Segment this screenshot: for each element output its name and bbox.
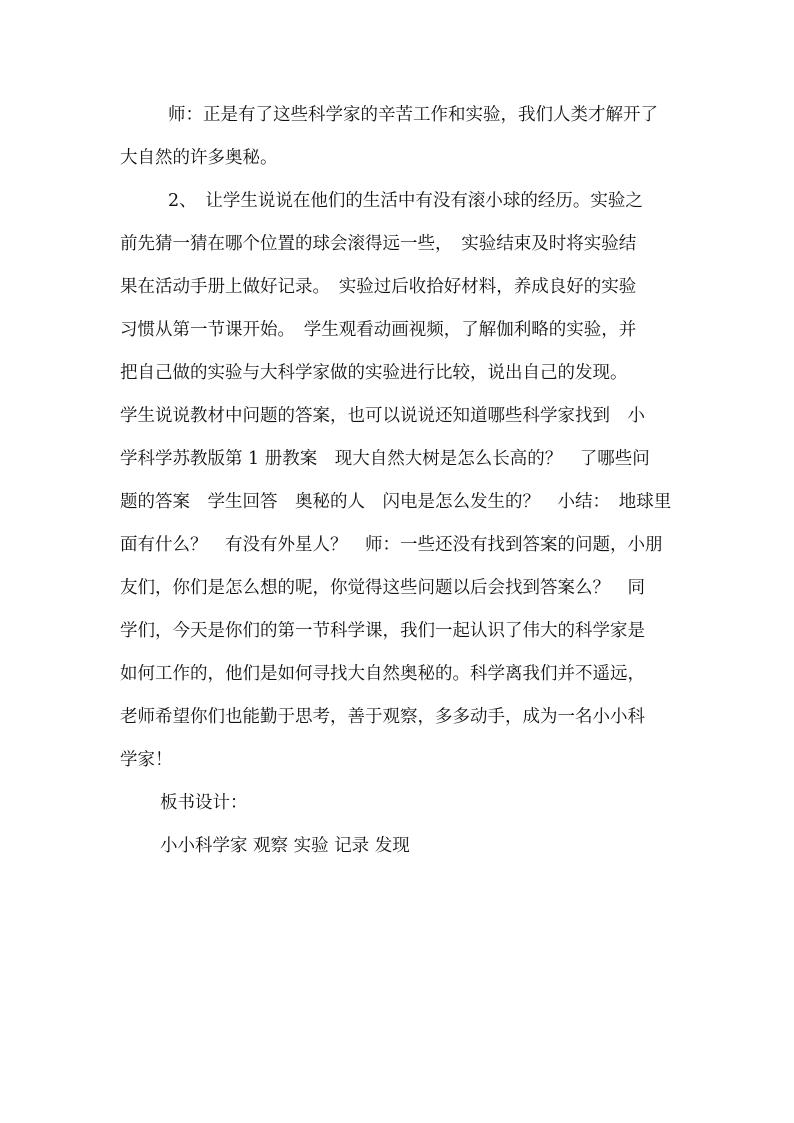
paragraph-line: 果在活动手册上做好记录。 实验过后收拾好材料，养成良好的实验 bbox=[120, 277, 637, 297]
paragraph-line: 如何工作的，他们是如何寻找大自然奥秘的。科学离我们并不遥远， bbox=[120, 664, 645, 684]
paragraph-line: 把自己做的实验与大科学家做的实验进行比较，说出自己的发现。 bbox=[120, 363, 628, 383]
paragraph-line: 前先猜一猜在哪个位置的球会滚得远一些， 实验结束及时将实验结 bbox=[120, 234, 637, 254]
paragraph-line: 学家！ bbox=[120, 750, 173, 770]
paragraph-line: 友们，你们是怎么想的呢，你觉得这些问题以后会找到答案么？ 同 bbox=[120, 578, 645, 598]
paragraph-line: 习惯从第一节课开始。 学生观看动画视频，了解伽利略的实验，并 bbox=[120, 320, 637, 340]
paragraph-line: 学生说说教材中问题的答案，也可以说说还知道哪些科学家找到 小 bbox=[120, 406, 645, 426]
board-design-content: 小小科学家 观察 实验 记录 发现 bbox=[160, 836, 410, 856]
paragraph-line: 师：正是有了这些科学家的辛苦工作和实验，我们人类才解开了 bbox=[168, 105, 658, 125]
paragraph-line: 大自然的许多奥秘。 bbox=[120, 148, 278, 168]
paragraph-line: 老师希望你们也能勤于思考，善于观察，多多动手，成为一名小小科 bbox=[120, 707, 645, 727]
paragraph-line: 面有什么？ 有没有外星人？ 师：一些还没有找到答案的问题，小朋 bbox=[120, 535, 663, 555]
paragraph-line: 题的答案 学生回答 奥秘的人 闪电是怎么发生的？ 小结： 地球里 bbox=[120, 492, 672, 512]
paragraph-line: 2、 让学生说说在他们的生活中有没有滚小球的经历。实验之 bbox=[168, 191, 643, 211]
paragraph-line: 学们，今天是你们的第一节科学课，我们一起认识了伟大的科学家是 bbox=[120, 621, 645, 641]
board-design-heading: 板书设计： bbox=[160, 793, 248, 813]
paragraph-line: 学科学苏教版第 1 册教案 现大自然大树是怎么长高的？ 了哪些问 bbox=[120, 449, 650, 469]
